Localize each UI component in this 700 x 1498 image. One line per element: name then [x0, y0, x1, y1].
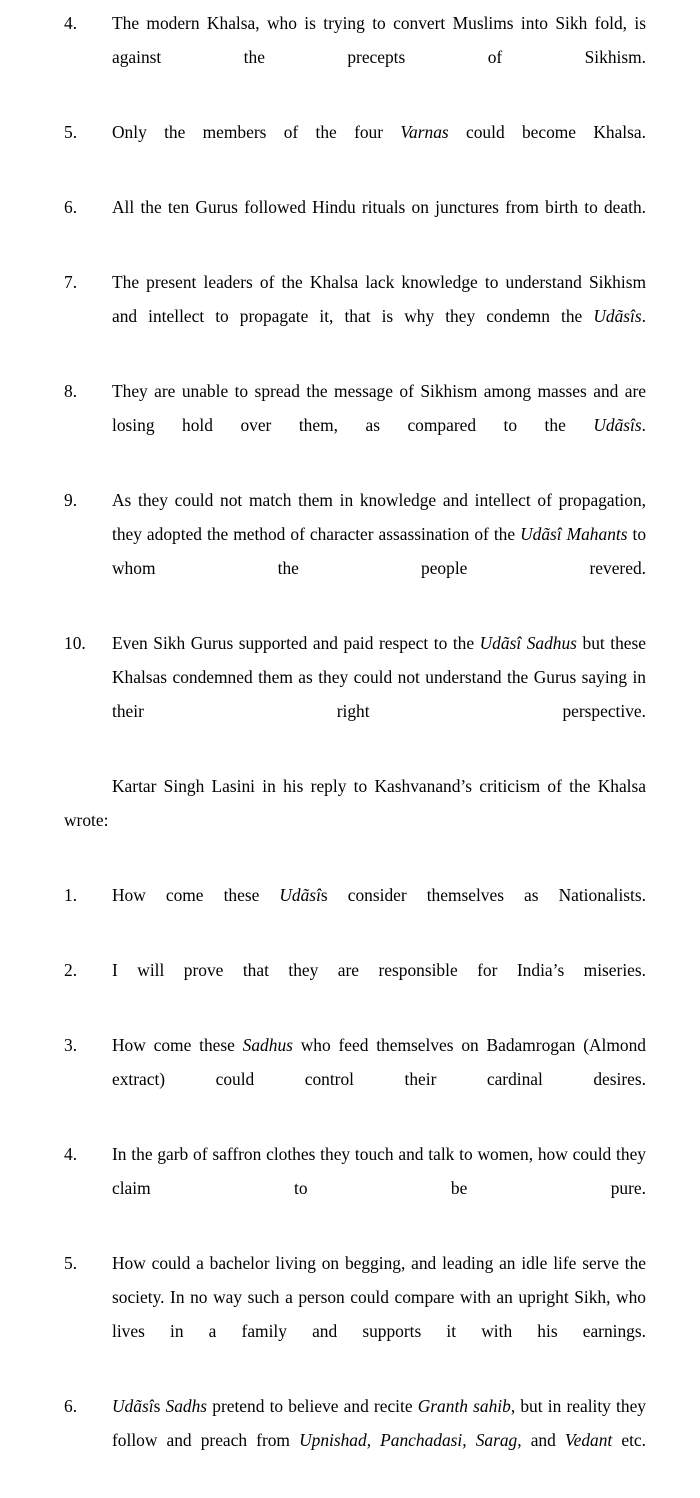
list-item-text — [112, 190, 646, 258]
italic-term: Udãsî — [112, 1396, 154, 1416]
text-run: They are unable to spread the message of Sikhism among masses and are losing hold over them, as compared to the — [112, 381, 646, 435]
list-item-text — [112, 1389, 646, 1491]
list-item — [64, 1028, 646, 1130]
list-item — [64, 626, 646, 762]
list-item — [64, 483, 646, 619]
text-run: All the ten Gurus followed Hindu rituals on junctures from birth to death. — [112, 197, 646, 217]
italic-term: Udãsî Sadhus — [479, 633, 577, 653]
text-run: Even Sikh Gurus supported and paid respect to the — [112, 633, 480, 653]
numbered-list-two — [64, 878, 646, 1491]
text-run: but these Khalsas condemned them as they could not understand the Gurus saying in their right perspective. — [112, 633, 646, 721]
italic-term: Udãsîs — [593, 415, 642, 435]
italic-term: Sadhs — [165, 1396, 208, 1416]
italic-term: Udãsî — [279, 885, 321, 905]
list-item-text — [112, 115, 646, 183]
list-item — [64, 265, 646, 367]
list-item-text — [112, 6, 646, 108]
list-item — [64, 190, 646, 258]
text-run: How come these — [112, 885, 280, 905]
text-run: s — [153, 1396, 166, 1416]
text-run: The modern Khalsa, who is trying to convert Muslims into Sikh fold, is against the precepts of Sikhism. — [112, 13, 646, 67]
text-run: How could a bachelor living on begging, and leading an idle life serve the society. In no way such a person could compare with an upright Sikh, who lives in a family and supports it with his earnings. — [112, 1253, 646, 1341]
list-item — [64, 1137, 646, 1239]
list-item-text — [112, 374, 646, 476]
list-item-number: 4. — [64, 13, 78, 33]
list-item-number: 9. — [64, 490, 78, 510]
list-item — [64, 115, 646, 183]
italic-term: Varnas — [400, 122, 449, 142]
list-item-number: 5. — [64, 122, 78, 142]
text-run: Only the members of the four — [112, 122, 401, 142]
text-run: etc. — [612, 1430, 646, 1450]
list-item-number: 3. — [64, 1035, 78, 1055]
text-run: pretend to believe and recite — [207, 1396, 418, 1416]
italic-term: Udãsîs — [593, 306, 642, 326]
italic-term: Udãsî Mahants — [520, 524, 628, 544]
text-run: who feed themselves on Badamrogan (Almond extract) could control their cardinal desires. — [112, 1035, 646, 1089]
list-item-number: 1. — [64, 885, 78, 905]
list-item — [64, 878, 646, 946]
italic-term: Granth sahib — [417, 1396, 511, 1416]
text-run: As they could not match them in knowledge and intellect of propagation, they adopted the method of character assassination of the — [112, 490, 646, 544]
list-item-number: 2. — [64, 960, 78, 980]
list-item-number: 6. — [64, 1396, 78, 1416]
numbered-list-one — [64, 6, 646, 762]
transition-paragraph — [64, 769, 646, 871]
list-item-text — [112, 1028, 646, 1130]
list-item-number: 7. — [64, 272, 78, 292]
list-item-number: 10. — [64, 633, 86, 653]
list-item-text — [112, 1137, 646, 1239]
list-item — [64, 374, 646, 476]
list-item-number: 5. — [64, 1253, 78, 1273]
italic-term: Upnishad, Panchadasi, Sarag, — [299, 1430, 522, 1450]
text-run: In the garb of saffron clothes they touch and talk to women, how could they claim to be pure. — [112, 1144, 646, 1198]
list-item-number: 8. — [64, 381, 78, 401]
text-run: could become Khalsa. — [448, 122, 646, 142]
text-run: s consider themselves as Nationalists. — [320, 885, 646, 905]
text-run: I will prove that they are responsible for India’s miseries. — [112, 960, 646, 980]
list-item-text — [112, 626, 646, 762]
list-item — [64, 953, 646, 1021]
list-item-text — [112, 878, 646, 946]
text-run: and — [521, 1430, 565, 1450]
text-run: The present leaders of the Khalsa lack knowledge to understand Sikhism and intellect to propagate it, that is why they condemn the — [112, 272, 646, 326]
italic-term: Sadhus — [242, 1035, 293, 1055]
list-item — [64, 1389, 646, 1491]
text-run: . — [641, 306, 646, 326]
italic-term: Vedant — [564, 1430, 613, 1450]
text-run: to whom the people revered. — [112, 524, 647, 578]
list-item-text — [112, 483, 646, 619]
list-item — [64, 6, 646, 108]
list-item — [64, 1246, 646, 1382]
list-item-number: 6. — [64, 197, 78, 217]
text-run: Kartar Singh Lasini in his reply to Kashvanand’s criticism of the Khalsa wrote: — [64, 776, 646, 830]
list-item-number: 4. — [64, 1144, 78, 1164]
text-run: , but in reality they follow and preach from — [112, 1396, 646, 1450]
page-content — [64, 6, 646, 1498]
list-item-text — [112, 953, 646, 1021]
text-run: How come these — [112, 1035, 243, 1055]
text-run: . — [641, 415, 646, 435]
list-item-text — [112, 1246, 646, 1382]
list-item-text — [112, 265, 646, 367]
